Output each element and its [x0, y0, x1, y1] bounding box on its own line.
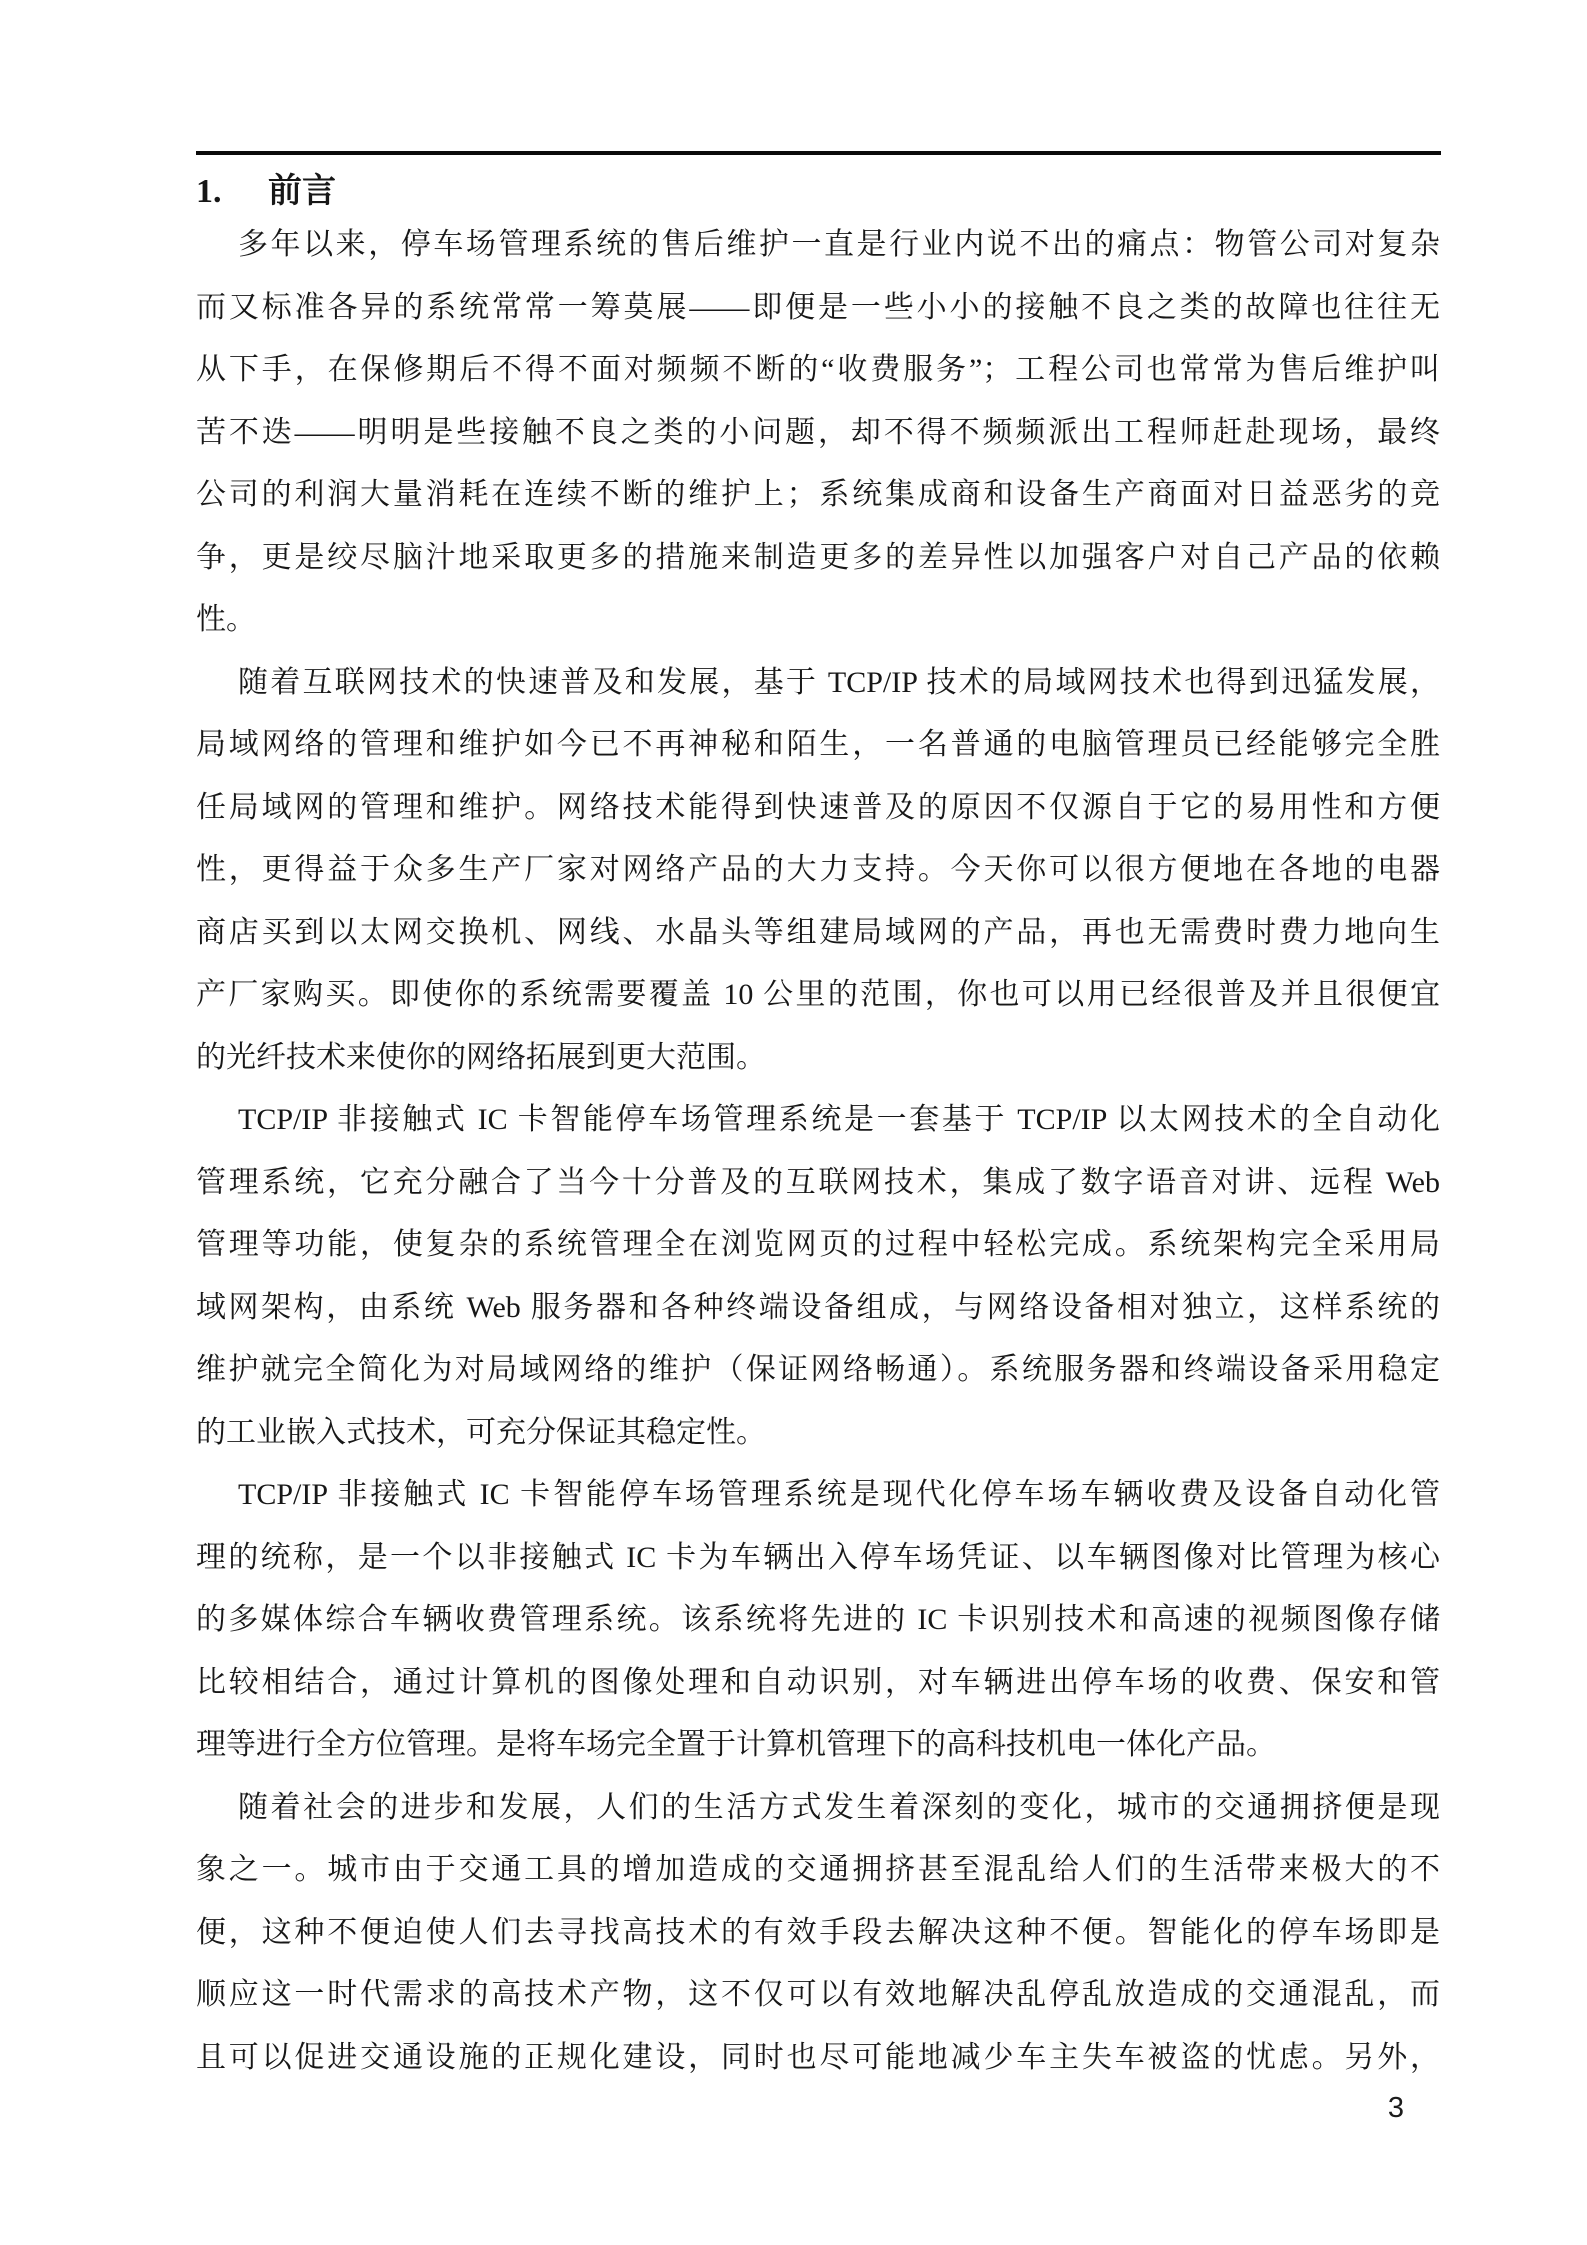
body-text-line: 比较相结合，通过计算机的图像处理和自动识别，对车辆进出停车场的收费、保安和管 [196, 1665, 1440, 1699]
body-text-line: 的多媒体综合车辆收费管理系统。该系统将先进的 IC 卡识别技术和高速的视频图像存储 [196, 1603, 1440, 1636]
body-text-line: 域网架构，由系统 Web 服务器和各种终端设备组成，与网络设备相对独立，这样系统的 [196, 1290, 1440, 1324]
body-text-line: 从下手，在保修期后不得不面对频频不断的“收费服务”；工程公司也常常为售后维护叫 [196, 353, 1440, 386]
body-text-line: TCP/IP 非接触式 IC 卡智能停车场管理系统是现代化停车场车辆收费及设备自动化管 [238, 1478, 1440, 1511]
body-text-line: 维护就完全简化为对局域网络的维护（保证网络畅通）。系统服务器和终端设备采用稳定 [196, 1353, 1440, 1386]
body-text-line: 管理系统，它充分融合了当今十分普及的互联网技术，集成了数字语音对讲、远程 Web [196, 1165, 1440, 1199]
body-text-line: 的工业嵌入式技术，可充分保证其稳定性。 [196, 1415, 766, 1449]
body-text-line: 性。 [196, 603, 256, 636]
body-text-line: 任局域网的管理和维护。网络技术能得到快速普及的原因不仅源自于它的易用性和方便 [196, 790, 1440, 824]
body-text-line: 且可以促进交通设施的正规化建设，同时也尽可能地减少车主失车被盗的忧虑。另外， [196, 2040, 1440, 2074]
page-number: 3 [1387, 2092, 1404, 2124]
body-text-line: 管理等功能，使复杂的系统管理全在浏览网页的过程中轻松完成。系统架构完全采用局 [196, 1228, 1440, 1261]
section-number: 1. [196, 173, 222, 210]
body-text-line: 随着社会的进步和发展，人们的生活方式发生着深刻的变化，城市的交通拥挤便是现 [238, 1790, 1440, 1824]
body-text-line: 产厂家购买。即使你的系统需要覆盖 10 公里的范围，你也可以用已经很普及并且很便宜 [196, 978, 1440, 1011]
body-text-line: 随着互联网技术的快速普及和发展，基于 TCP/IP 技术的局域网技术也得到迅猛发展， [238, 665, 1440, 699]
paragraph [196, 1089, 1440, 1464]
body-text-line: 顺应这一时代需求的高技术产物，这不仅可以有效地解决乱停乱放造成的交通混乱，而 [196, 1978, 1440, 2011]
body-text-line: 多年以来，停车场管理系统的售后维护一直是行业内说不出的痛点：物管公司对复杂 [238, 228, 1440, 261]
paragraph [196, 652, 1440, 1090]
body-text-line: 局域网络的管理和维护如今已不再神秘和陌生，一名普通的电脑管理员已经能够完全胜 [196, 728, 1440, 761]
paragraph [196, 1464, 1440, 1777]
body-text-line: 理的统称，是一个以非接触式 IC 卡为车辆出入停车场凭证、以车辆图像对比管理为核心 [196, 1540, 1440, 1574]
body-text-line: 商店买到以太网交换机、网线、水晶头等组建局域网的产品，再也无需费时费力地向生 [196, 915, 1440, 949]
document-body [196, 214, 1440, 2089]
body-text-line: 理等进行全方位管理。是将车场完全置于计算机管理下的高科技机电一体化产品。 [196, 1728, 1276, 1761]
paragraph [196, 214, 1440, 652]
body-text-line: 而又标准各异的系统常常一筹莫展——即便是一些小小的接触不良之类的故障也往往无 [196, 290, 1440, 324]
body-text-line: 苦不迭——明明是些接触不良之类的小问题，却不得不频频派出工程师赶赴现场，最终 [196, 415, 1440, 449]
header-divider [196, 151, 1441, 155]
paragraph [196, 1777, 1440, 2090]
body-text-line: 便，这种不便迫使人们去寻找高技术的有效手段去解决这种不便。智能化的停车场即是 [196, 1915, 1440, 1949]
body-text-line: 公司的利润大量消耗在连续不断的维护上；系统集成商和设备生产商面对日益恶劣的竞 [196, 478, 1440, 511]
body-text-line: 的光纤技术来使你的网络拓展到更大范围。 [196, 1040, 766, 1074]
body-text-line: 性，更得益于众多生产厂家对网络产品的大力支持。今天你可以很方便地在各地的电器 [196, 853, 1440, 886]
section-heading [196, 168, 1441, 216]
body-text-line: 争，更是绞尽脑汁地采取更多的措施来制造更多的差异性以加强客户对自己产品的依赖 [196, 540, 1440, 574]
body-text-line: 象之一。城市由于交通工具的增加造成的交通拥挤甚至混乱给人们的生活带来极大的不 [196, 1853, 1440, 1886]
section-title: 前言 [268, 173, 336, 210]
body-text-line: TCP/IP 非接触式 IC 卡智能停车场管理系统是一套基于 TCP/IP 以太网技术的全自动化 [238, 1103, 1440, 1136]
